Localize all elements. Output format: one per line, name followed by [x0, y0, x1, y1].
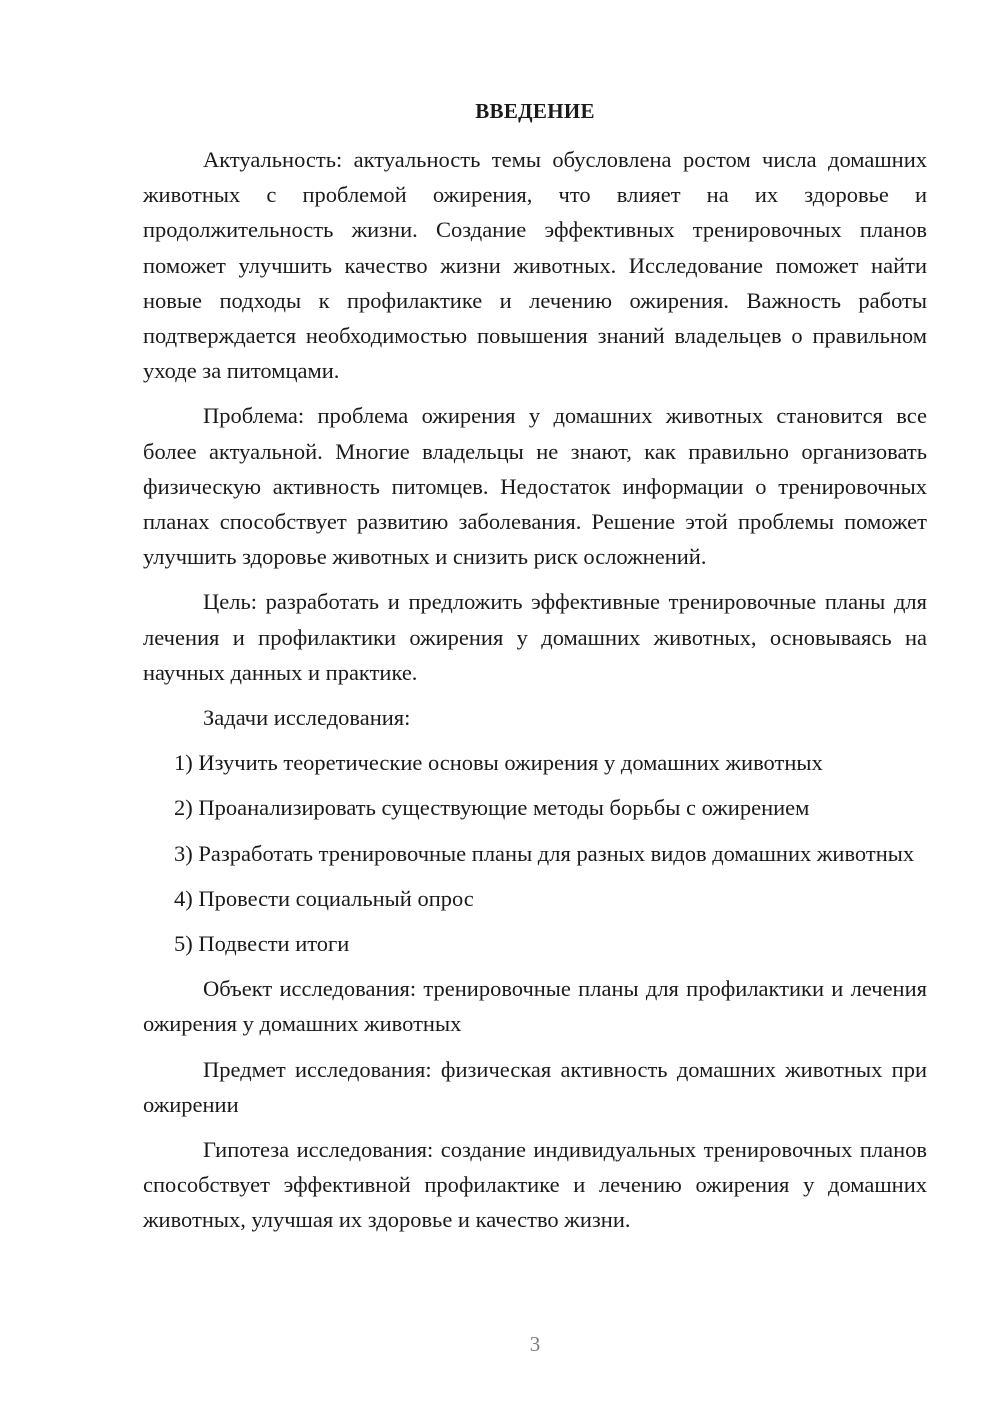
task-item-2: 2) Проанализировать существующие методы борьбы с ожирением: [174, 795, 810, 821]
paragraph-object: Объект исследования: тренировочные планы для профилактики и лечения ожирения у домашних животных: [143, 976, 927, 1037]
paragraph-relevance: Актуальность: актуальность темы обусловлена ростом числа домашних животных с проблемой ожирения, что влияет на их здоровье и продолжительность жизни. Создание эффективных тренировочных планов поможет улучшить качество жизни животных. Исследование поможет найти новые подходы к профилактике и лечению ожирения. Важность работы подтверждается необходимостью повышения знаний владельцев о правильном уходе за питомцами.: [143, 147, 927, 384]
paragraph-problem: Проблема: проблема ожирения у домашних животных становится все более актуальной. Многие владельцы не знают, как правильно организовать физическую активность питомцев. Недостаток информации о тренировочных планах способствует развитию заболевания. Решение этой проблемы поможет улучшить здоровье животных и снизить риск осложнений.: [143, 403, 927, 570]
paragraph-subject: Предмет исследования: физическая активность домашних животных при ожирении: [143, 1056, 927, 1117]
document-body: [143, 142, 927, 1248]
task-item-4: 4) Провести социальный опрос: [174, 885, 474, 911]
page-title: ВВЕДЕНИЕ: [475, 99, 595, 123]
page-number: 3: [529, 1332, 541, 1356]
task-item-1: 1) Изучить теоретические основы ожирения у домашних животных: [174, 750, 823, 776]
paragraph-goal: Цель: разработать и предложить эффективные тренировочные планы для лечения и профилактики ожирения у домашних животных, основываясь на научных данных и практике.: [143, 589, 927, 685]
paragraph-hypothesis: Гипотеза исследования: создание индивидуальных тренировочных планов способствует эффективной профилактике и лечению ожирения у домашних животных, улучшая их здоровье и качество жизни.: [143, 1137, 927, 1233]
task-item-3: 3) Разработать тренировочные планы для разных видов домашних животных: [174, 840, 915, 866]
paragraph-tasks-heading: Задачи исследования:: [203, 705, 411, 731]
task-item-5: 5) Подвести итоги: [174, 931, 350, 957]
